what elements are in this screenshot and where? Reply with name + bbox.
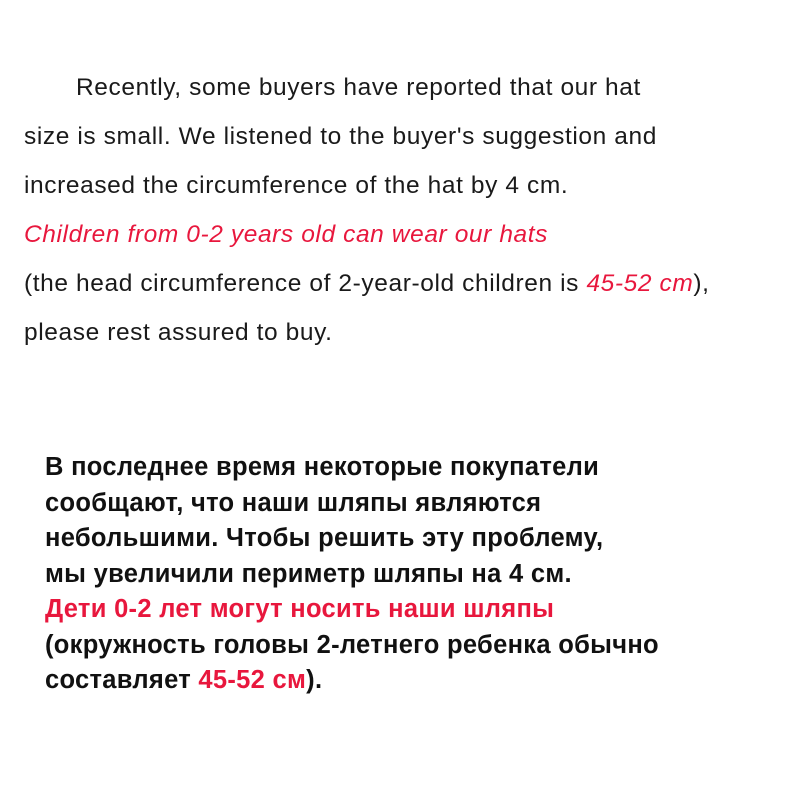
russian-notice xyxy=(45,450,659,699)
english-highlight-line: Children from 0-2 years old can wear our hats xyxy=(24,221,549,248)
russian-line-7 xyxy=(45,663,659,699)
english-line-1: Recently, some buyers have reported that our hat xyxy=(76,74,641,101)
english-line-2: size is small. We listened to the buyer's suggestion and xyxy=(24,123,657,150)
english-line-3: increased the circumference of the hat by 4 cm. xyxy=(24,172,569,199)
english-size-range: 45-52 cm xyxy=(586,270,694,297)
english-line-5-end: ), xyxy=(693,270,710,297)
russian-line-7-text: составляет xyxy=(45,666,199,694)
english-notice xyxy=(24,70,710,364)
russian-size-range: 45-52 см xyxy=(198,666,307,694)
russian-line-3: небольшими. Чтобы решить эту проблему, xyxy=(45,524,604,552)
english-line-6: please rest assured to buy. xyxy=(24,319,333,346)
russian-highlight-line: Дети 0-2 лет могут носить наши шляпы xyxy=(45,595,555,623)
russian-line-1: В последнее время некоторые покупатели xyxy=(45,453,600,481)
russian-line-6: (окружность головы 2-летнего ребенка обычно xyxy=(45,630,659,659)
english-line-5 xyxy=(24,266,710,315)
english-line-5-text: (the head circumference of 2-year-old children is xyxy=(24,270,587,297)
russian-line-7-end: ). xyxy=(306,666,323,694)
russian-line-2: сообщают, что наши шляпы являются xyxy=(45,488,542,517)
russian-line-4: мы увеличили периметр шляпы на 4 см. xyxy=(45,559,572,588)
